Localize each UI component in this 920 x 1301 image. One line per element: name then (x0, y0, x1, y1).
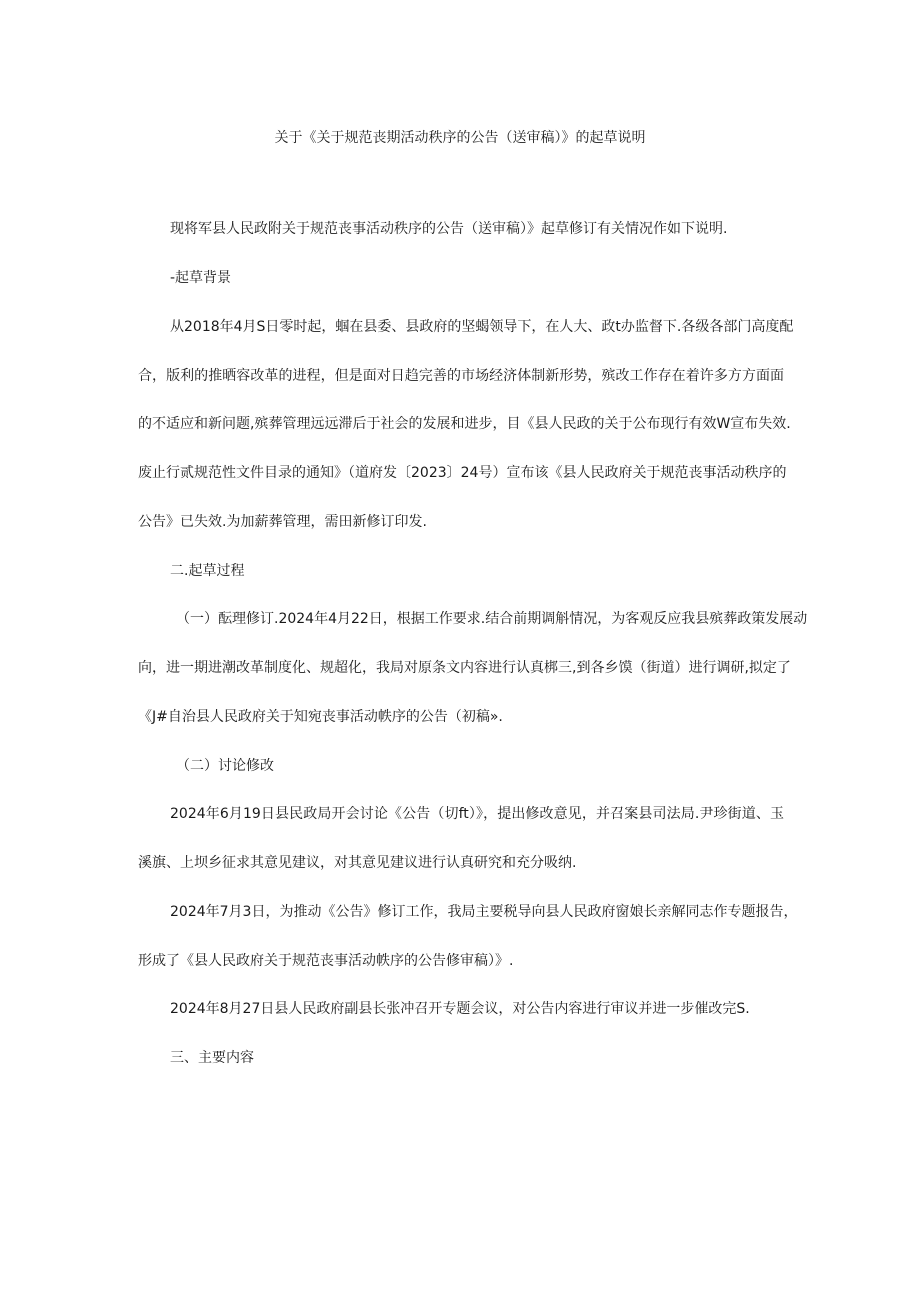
paragraph-line: 公告》已失效.为加薪葬管理，需田新修订印发. (138, 514, 427, 530)
paragraph-line: 废止行贰规范性文件目录的通知》（道府发〔2023〕24号）宣布该《县人民政府关于规范丧事活动秩序的 (138, 465, 787, 481)
intro-paragraph: 现将军县人民政附关于规范丧事活动秩序的公告（送审稿）》起草修订有关情况作如下说明. (170, 221, 728, 237)
paragraph-line: 溪旗、上坝乡征求其意见建议，对其意见建议进行认真研究和充分吸纳. (138, 855, 577, 871)
paragraph-line: 2024年7月3日，为推动《公告》修订工作，我局主要税导向县人民政府窗娘长亲解同志作专题报告， (170, 904, 798, 920)
paragraph-line: 从2018年4月S日零时起，蝈在县委、县政府的坚蝎领导下，在人大、政t办监督下.各级各部门高度配 (170, 319, 794, 335)
section-heading-background: -起草背景 (170, 270, 232, 286)
paragraph-line: 形成了《县人民政府关于规范丧事活动帙序的公告修审稿）》. (138, 953, 514, 969)
paragraph-line: （一）酝理修订.2024年4月22日，根据工作要求.结合前期调斛情况，为客观反应我县殡葬政策发展动 (176, 611, 808, 627)
section-heading-process: 二.起草过程 (170, 563, 245, 579)
paragraph-line: 2024年8月27日县人民政府副县长张冲召开专题会议，对公告内容进行审议并进一步催改完S. (170, 1001, 750, 1017)
paragraph-line: 2024年6月19日县民政局开会讨论《公告（切ft）》，提出修改意见，并召案县司法局.尹珍街道、玉 (170, 806, 784, 822)
subsection-heading-discussion: （二）讨论修改 (176, 758, 274, 774)
document-title: 关于《关于规范丧期活动秩序的公告（送审稿）》的起草说明 (274, 130, 646, 146)
paragraph-line: 《J#自治县人民政府关于知宛丧事活动帙序的公告（初稿». (138, 709, 503, 725)
paragraph-line: 的不适应和新问题,殡葬管理远远滞后于社会的发展和进步，目《县人民政的关于公布现行有效W宣布失效. (138, 416, 791, 432)
paragraph-line: 向，进一期进潮改革制度化、规超化，我局对原条文内容进行认真梆三,到各乡馍（街道）进行调研,拟定了 (138, 660, 791, 676)
paragraph-line: 合，版利的推晒容改革的进程，但是面对日趋完善的市场经济体制新形势，殡改工作存在着许多方方面面 (138, 368, 784, 384)
section-heading-main-content: 三、主要内容 (170, 1050, 254, 1066)
